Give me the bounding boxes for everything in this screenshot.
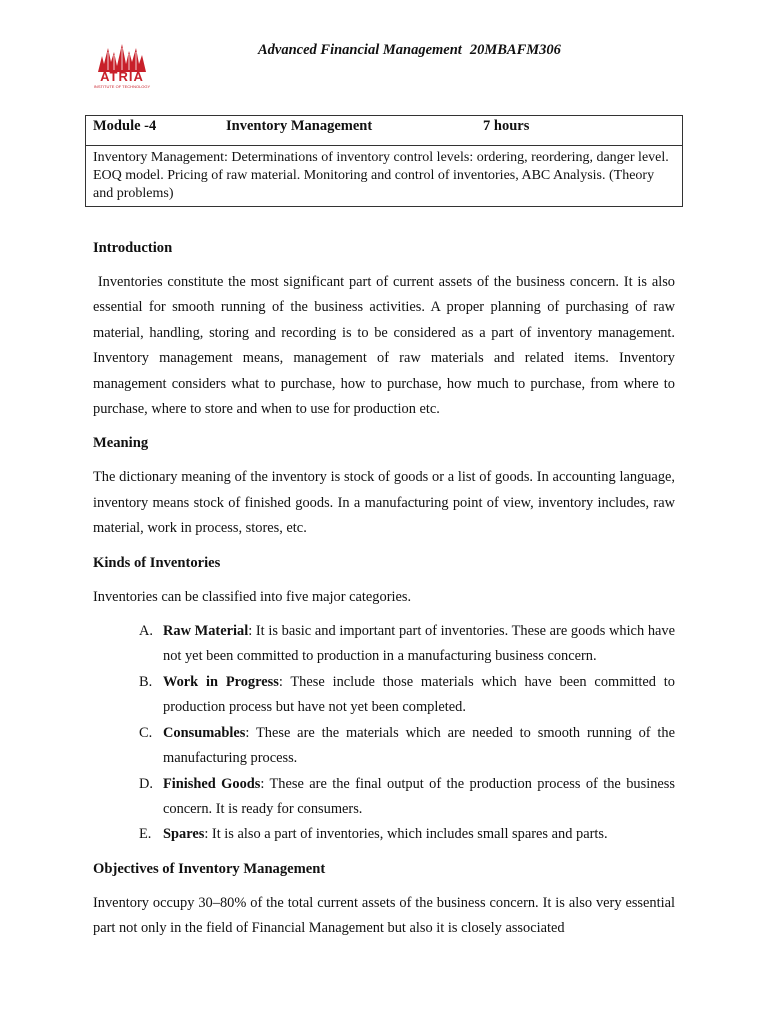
objectives-heading: Objectives of Inventory Management: [93, 860, 326, 877]
list-marker: D.: [139, 775, 153, 792]
list-term: Raw Material: [163, 623, 249, 640]
list-marker: B.: [139, 673, 153, 690]
module-number: Module -4: [93, 118, 157, 134]
list-marker: C.: [139, 724, 153, 741]
list-marker: E.: [139, 826, 152, 843]
list-term: Spares: [163, 826, 205, 843]
introduction-paragraph: Inventories constitute the most significant part of current assets of the business concern. It is also essential for smooth running of the business activities. A proper planning of purchasing of raw material, handling, storing and recording is to be considered as a part of inventory management. Inventory management means, management of raw materials and related items. Inventory management considers what to purchase, how to purchase, how much to purchase, from where to purchase, where to store and when to use for production etc.: [93, 274, 675, 418]
list-item: [93, 822, 675, 847]
course-title: Advanced Financial Management: [258, 42, 462, 58]
module-title: Inventory Management: [226, 118, 373, 134]
list-term: Work in Progress: [163, 673, 279, 690]
module-table: [85, 115, 683, 207]
module-duration: 7 hours: [483, 118, 530, 134]
inventory-kinds-list: [93, 619, 675, 848]
kinds-intro: Inventories can be classified into five major categories.: [93, 588, 412, 605]
atria-logo: [92, 42, 152, 92]
list-text: : It is basic and important part of inventories. These are goods which have not yet been committed to production in a manufacturing business concern.: [163, 623, 675, 665]
objectives-paragraph: Inventory occupy 30–80% of the total current assets of the business concern. It is also very essential part not only in the field of Financial Management but also it is closely associated: [93, 894, 675, 937]
list-item: [93, 772, 675, 823]
logo-wordmark: ATRIA: [100, 69, 144, 84]
list-item: [93, 619, 675, 670]
kinds-heading: Kinds of Inventories: [93, 554, 221, 571]
list-text: : These are the final output of the production process of the business concern. It is ready for consumers.: [163, 775, 675, 817]
main-content: [93, 236, 675, 942]
list-marker: A.: [139, 623, 153, 640]
meaning-paragraph: The dictionary meaning of the inventory is stock of goods or a list of goods. In accounting language, inventory means stock of finished goods. In a manufacturing point of view, inventory includes, raw material, work in process, stores, etc.: [93, 469, 675, 537]
list-text: : These include those materials which have been committed to production process but have not yet been completed.: [163, 673, 675, 716]
course-code: 20MBAFM306: [469, 42, 561, 58]
list-text: : It is also a part of inventories, which includes small spares and parts.: [204, 826, 608, 843]
logo-subtext: INSTITUTE OF TECHNOLOGY: [93, 84, 151, 89]
atria-logo-icon: [92, 42, 152, 72]
list-item: [93, 721, 675, 772]
meaning-heading: Meaning: [93, 435, 149, 452]
module-description: Inventory Management: Determinations of inventory control levels: ordering, reordering, danger level. EOQ model. Pricing of raw material. Monitoring and control of inventories, ABC Analysis. (Theory and problems): [93, 150, 669, 201]
introduction-heading: Introduction: [93, 240, 173, 256]
list-text: : These are the materials which are needed to smooth running of the manufacturing process.: [163, 724, 675, 767]
running-header: [258, 42, 561, 59]
list-term: Finished Goods: [163, 775, 261, 792]
list-item: [93, 670, 675, 721]
list-term: Consumables: [163, 724, 246, 741]
module-table-header-row: [86, 116, 682, 146]
